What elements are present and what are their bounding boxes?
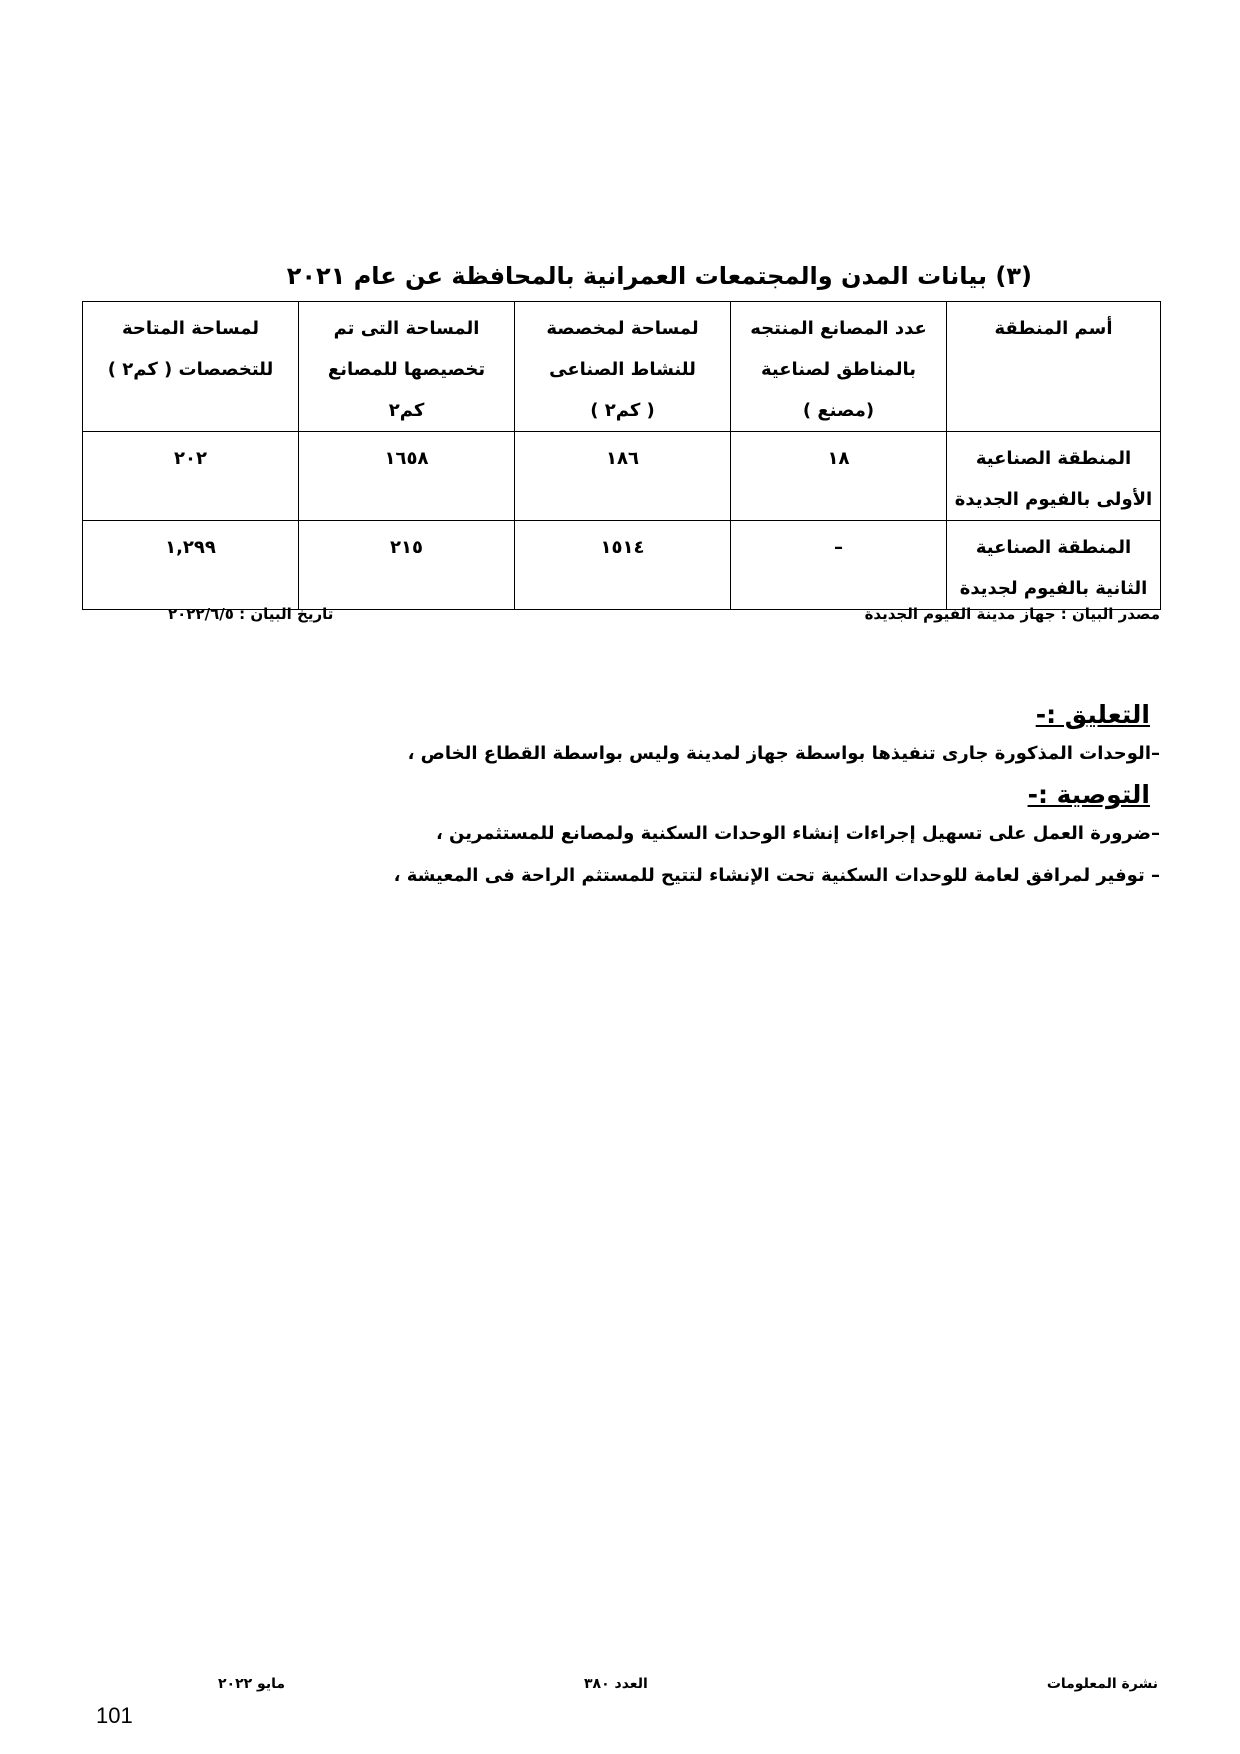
footer-date: مايو ٢٠٢٢ (218, 1676, 286, 1692)
page-title: (٣) بيانات المدن والمجتمعات العمرانية بالمحافظة عن عام ٢٠٢١ (286, 262, 1032, 290)
cell-zone-name: المنطقة الصناعية الأولى بالفيوم الجديدة (947, 432, 1161, 521)
header-factories-count: عدد المصانع المنتجه بالمناطق لصناعية (مصنع ) (731, 302, 947, 432)
recommendation-heading: التوصية :- (1027, 780, 1150, 809)
cell-factories-count: – (731, 521, 947, 610)
header-allocated-area: المساحة التى تم تخصيصها للمصانع كم٢ (299, 302, 515, 432)
recommendation-line: –ضرورة العمل على تسهيل إجراءات إنشاء الوحدات السكنية ولمصانع للمستثمرين ، (435, 823, 1160, 844)
comment-heading: التعليق :- (1035, 700, 1150, 729)
cell-zone-name: المنطقة الصناعية الثانية بالفيوم لجديدة (947, 521, 1161, 610)
header-available-area: لمساحة المتاحة للتخصصات ( كم٢ ) (83, 302, 299, 432)
cell-available-area: ٢٠٢ (83, 432, 299, 521)
data-source: مصدر البيان : جهاز مدينة الفيوم الجديدة (864, 605, 1160, 623)
footer-publication: نشرة المعلومات (1046, 1676, 1158, 1692)
cell-industrial-area: ١٥١٤ (515, 521, 731, 610)
page-number: 101 (96, 1703, 133, 1728)
comment-line: –الوحدات المذكورة جارى تنفيذها بواسطة جهاز لمدينة وليس بواسطة القطاع الخاص ، (407, 743, 1160, 764)
data-table (82, 301, 1161, 610)
data-date: تاريخ البيان : ٢٠٢٢/٦/٥ (168, 605, 334, 623)
table-row (83, 432, 1161, 521)
cell-available-area: ١,٢٩٩ (83, 521, 299, 610)
footer-issue: العدد ٣٨٠ (584, 1676, 648, 1692)
recommendation-line: – توفير لمرافق لعامة للوحدات السكنية تحت الإنشاء لتتيح للمستثم الراحة فى المعيشة ، (393, 865, 1160, 886)
header-zone-name: أسم المنطقة (947, 302, 1161, 432)
cell-allocated-area: ٢١٥ (299, 521, 515, 610)
cell-allocated-area: ١٦٥٨ (299, 432, 515, 521)
table-row (83, 521, 1161, 610)
cell-industrial-area: ١٨٦ (515, 432, 731, 521)
cell-factories-count: ١٨ (731, 432, 947, 521)
header-industrial-area: لمساحة لمخصصة للنشاط الصناعى ( كم٢ ) (515, 302, 731, 432)
table-header-row (83, 302, 1161, 432)
